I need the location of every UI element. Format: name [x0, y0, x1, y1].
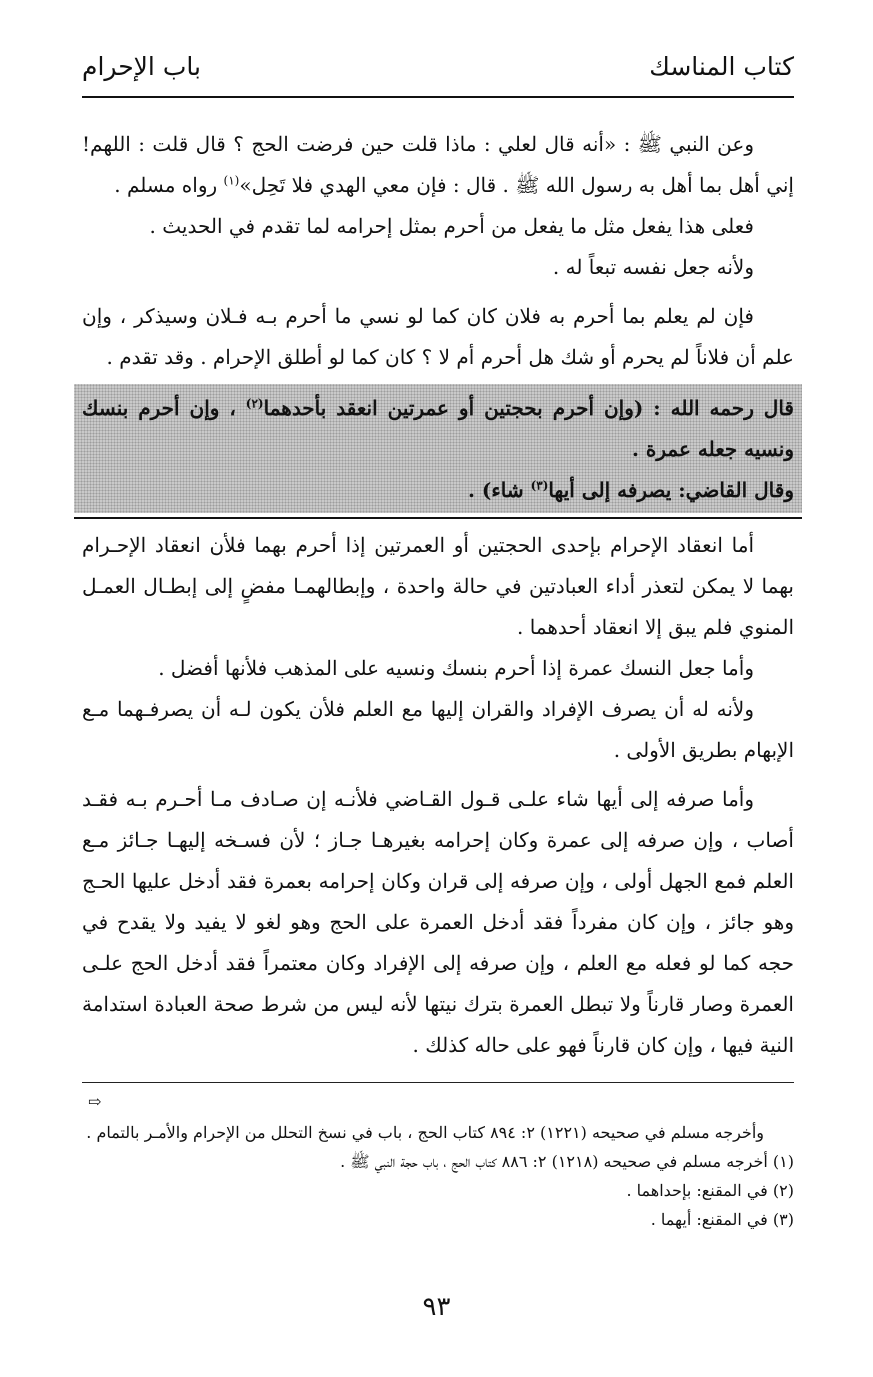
footnote-mark-1: (١) — [223, 173, 240, 188]
commentary-paragraph-2: فعلى هذا يفعل مثل ما يفعل من أحرم بمثل إحرامه لما تقدم في الحديث . — [149, 214, 754, 238]
commentary-paragraph-4: فإن لم يعلم بما أحرم به فلان كان كما لو نسي ما أحرم بـه فـلان وسيذكر ، وإن علم أن فلاناً لم يحرم أو شك هل أحرم أم لا ؟ كان كما لو أطلق الإحرام . وقد تقدم . — [82, 304, 794, 369]
footnote-continued: وأخرجه مسلم في صحيحه (١٢٢١) ٢: ٨٩٤ كتاب الحج ، باب في نسخ التحلل من الإحرام والأمـر بالتمام . — [86, 1123, 764, 1142]
paragraph-gap — [82, 288, 794, 296]
matn-text-2-end: شاء) . — [467, 478, 531, 502]
commentary-paragraph-6: وأما جعل النسك عمرة إذا أحرم بنسك ونسيه على المذهب فلأنها أفضل . — [158, 656, 754, 680]
matn-text-2: وقال القاضي: يصرفه إلى أيها — [548, 478, 794, 502]
footnote-mark-2: (٢) — [245, 396, 264, 411]
chapter-title: باب الإحرام — [82, 52, 201, 81]
matn-paragraph-2 — [82, 470, 794, 513]
matn-paragraph-1 — [82, 388, 794, 470]
commentary-paragraph-3: ولأنه جعل نفسه تبعاً له . — [552, 255, 754, 279]
commentary-paragraph-5: أما انعقاد الإحرام بإحدى الحجتين أو العمرتين إذا أحرم بهما فلأن انعقاد الإحـرام بهما لا يمكن لتعذر أداء العبادتين في حالة واحدة ، وإبطالهمـا مفضٍ إلى إبطـال العمـل المنوي فلم يبق إلا انعقاد أحدهما . — [82, 533, 794, 639]
footnote-mark-3: (٣) — [530, 478, 549, 493]
page-number: ٩٣ — [422, 1292, 451, 1322]
footnote-1: (١) أخرجه مسلم في صحيحه (١٢١٨) ٢: ٨٨٦ كتاب الحج ، باب حجة النبي ﷺ . — [340, 1152, 794, 1171]
continue-arrow-icon: ⇨ — [88, 1092, 102, 1111]
matn-text-1-end: ، وإن أحرم بنسك ونسيه جعله عمرة . — [82, 396, 794, 461]
matn-divider — [74, 517, 802, 519]
matn-text-1: قال رحمه الله : (وإن أحرم بحجتين أو عمرتين انعقد بأحدهما — [263, 396, 794, 420]
header-divider — [82, 96, 794, 98]
matn-block — [74, 384, 802, 513]
footnotes — [82, 1118, 794, 1234]
footnote-divider — [82, 1082, 794, 1083]
footnote-3: (٣) في المقنع: أيهما . — [650, 1210, 794, 1229]
hadith-end: رواه مسلم . — [114, 173, 224, 197]
hadith-paragraph — [82, 124, 794, 206]
commentary-paragraph-8: وأما صرفه إلى أيها شاء علـى قـول القـاضي فلأنـه إن صـادف مـا أحـرم بـه فقـد أصاب ، وإن صرفه إلى عمرة وكان إحرامه بغيرهـا جـاز ؛ لأن فسـخه إليهـا جـائز مـع العلم فمع الجهل أولى ، وإن صرفه إلى قران وكان إحرامه بعمرة فقد أدخل عليها الحـج وهو جائز ، وإن كان مفرداً فقد أدخل العمرة على الحج وهو لغو لا يفيد ولا يقدح في حجه كما لو فعله مع العلم ، وإن صرفه إلى الإفراد وكان معتمراً فقد أدخل الحج علـى العمرة وصار قارناً ولا تبطل العمرة بترك نيتها لأنه ليس من شرط صحة العبادة استدامة النية فيها ، وإن كان قارناً فهو على حاله كذلك . — [82, 787, 794, 1057]
body-text — [82, 124, 794, 1066]
book-title: كتاب المناسك — [649, 52, 794, 81]
running-header — [82, 52, 794, 92]
footnote-2: (٢) في المقنع: بإحداهما . — [626, 1181, 794, 1200]
hadith-text: وعن النبي ﷺ : «أنه قال لعلي : ماذا قلت حين فرضت الحج ؟ قال قلت : اللهم! إني أهل بما أهل به رسول الله ﷺ . قال : فإن معي الهدي فلا تَحِل» — [82, 132, 794, 197]
paragraph-gap — [82, 771, 794, 779]
commentary-paragraph-7: ولأنه له أن يصرف الإفراد والقران إليها مع العلم فلأن يكون لـه أن يصرفـهما مـع الإبهام بطريق الأولى . — [82, 697, 794, 762]
